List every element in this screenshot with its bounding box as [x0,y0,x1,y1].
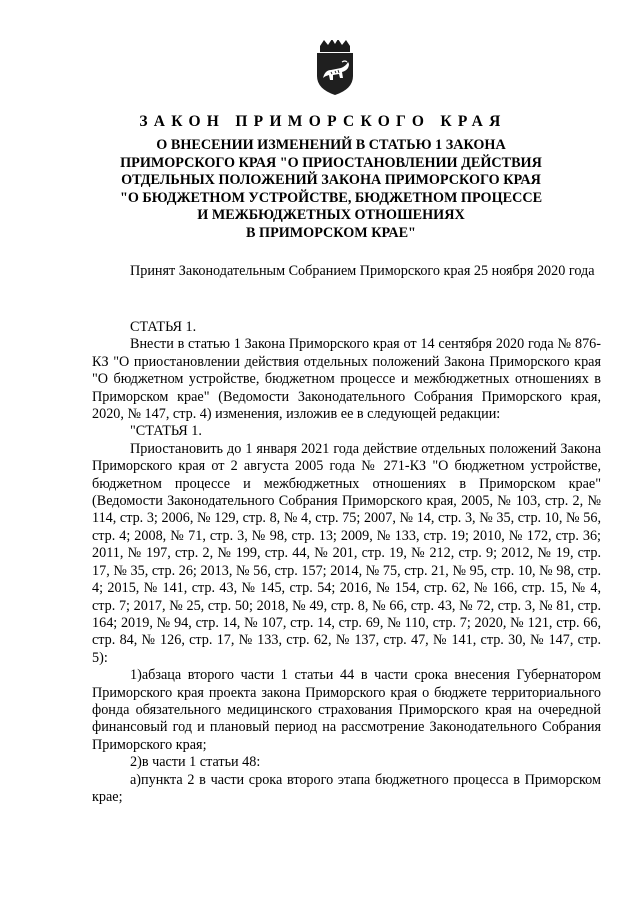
subtitle-line: О ВНЕСЕНИИ ИЗМЕНЕНИЙ В СТАТЬЮ 1 ЗАКОНА [156,137,506,153]
article-body [92,319,601,806]
subtitle-line: ПРИМОРСКОГО КРАЯ "О ПРИОСТАНОВЛЕНИИ ДЕЙСТВИЯ [120,154,542,171]
subtitle-line: И МЕЖБЮДЖЕТНЫХ ОТНОШЕНИЯХ [197,207,465,223]
law-subtitle [96,137,566,242]
adoption-text: Принят Законодательным Собранием Приморского края 25 ноября 2020 года [130,263,595,279]
primorsky-krai-coat-of-arms-icon [312,40,358,96]
subtitle-line: "О БЮДЖЕТНОМ УСТРОЙСТВЕ, БЮДЖЕТНОМ ПРОЦЕССЕ [119,189,543,206]
article-heading: СТАТЬЯ 1. [130,319,197,335]
article-paragraph: а)пункта 2 в части срока второго этапа бюджетного процесса в Приморском крае; [92,771,601,805]
article-paragraph: Приостановить до 1 января 2021 года действие отдельных положений Закона Приморского края от 2 августа 2005 года № 271-КЗ "О бюджетном устройстве, бюджетном процессе и межбюджетных отношениях в Приморском крае" (Ведомости Законодательного Собрания Приморского края, 2005, № 103, стр. 2, № 114, стр. 3; 2006, № 129, стр. 8, № 4, стр. 75; 2007, № 14, стр. 3, № 35, стр. 10, № 56, стр. 4; 2008, № 71, стр. 3, № 98, стр. 13; 2009, № 133, стр. 19; 2010, № 172, стр. 36; 2011, № 197, стр. 2, № 199, стр. 44, № 201, стр. 19, № 212, стр. 9; 2012, № 19, стр. 17, № 35, стр. 26; 2013, № 56, стр. 157; 2014, № 75, стр. 21, № 95, стр. 10, № 98, стр. 4; 2015, № 141, стр. 43, № 145, стр. 54; 2016, № 154, стр. 62, № 166, стр. 15, № 4, стр. 7; 2017, № 25, стр. 50; 2018, № 49, стр. 8, № 66, стр. 43, № 72, стр. 3, № 81, стр. 164; 2019, № 94, стр. 14, № 107, стр. 14, стр. 69, № 110, стр. 7; 2020, № 121, стр. 66, стр. 84, № 126, стр. 17, № 133, стр. 62, № 137, стр. 47, № 141, стр. 30, № 147, стр. 5): [92,440,601,666]
subtitle-line: В ПРИМОРСКОМ КРАЕ" [246,224,416,241]
article-paragraph: Внести в статью 1 Закона Приморского края от 14 сентября 2020 года № 876-КЗ "О приостановлении действия отдельных положений Закона Приморского края "О бюджетном устройстве, бюджетном процессе и межбюджетных отношениях в Приморском крае" (Ведомости Законодательного Собрания Приморского края, 2020, № 147, стр. 4) изменения, изложив ее в следующей редакции: [92,336,601,423]
law-title: ЗАКОН ПРИМОРСКОГО КРАЯ [139,113,507,130]
article-paragraph: 1)абзаца второго части 1 статьи 44 в части срока внесения Губернатором Приморского края проекта закона Приморского края о бюджете территориального фонда обязательного медицинского страхования Приморского края на очередной финансовый год и плановый период на рассмотрение Законодательного Собрания Приморского края; [92,667,601,753]
adoption-note [92,263,601,281]
subtitle-line: ОТДЕЛЬНЫХ ПОЛОЖЕНИЙ ЗАКОНА ПРИМОРСКОГО КРАЯ [121,172,541,188]
article-paragraph: 2)в части 1 статьи 48: [130,754,261,771]
article-paragraph: "СТАТЬЯ 1. [130,423,202,440]
